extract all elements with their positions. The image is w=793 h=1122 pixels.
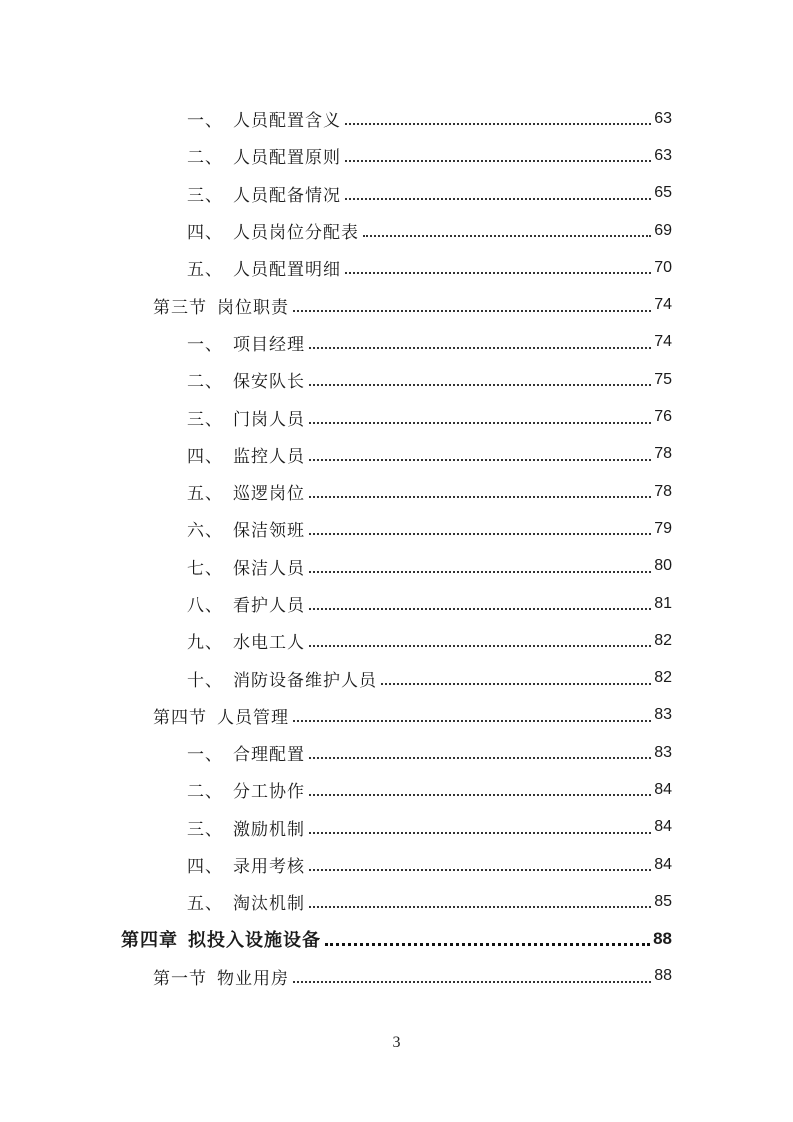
toc-entry-text: 保洁人员 (233, 558, 305, 579)
toc-entry-page: 75 (654, 370, 672, 388)
toc-dot-leader (309, 868, 651, 871)
toc-entry[interactable] (0, 622, 793, 659)
toc-entry-title (187, 405, 305, 430)
toc-dot-leader (309, 421, 651, 424)
toc-dot-leader (345, 271, 651, 274)
toc-dot-leader (325, 942, 650, 946)
toc-entry-page: 69 (654, 221, 672, 239)
toc-entry-text: 物业用房 (217, 968, 289, 989)
toc-entry-number: 第四节 (153, 707, 207, 728)
toc-entry[interactable] (0, 659, 793, 696)
toc-entry-title (153, 703, 289, 728)
toc-dot-leader (309, 383, 651, 386)
toc-dot-leader (345, 122, 651, 125)
toc-entry-number: 三、 (187, 409, 223, 430)
toc-entry[interactable] (0, 137, 793, 174)
toc-entry-page: 83 (654, 743, 672, 761)
toc-entry-number: 第四章 (121, 930, 178, 952)
toc-entry-text: 人员管理 (217, 707, 289, 728)
toc-dot-leader (309, 495, 651, 498)
toc-entry[interactable] (0, 809, 793, 846)
toc-entry-number: 四、 (187, 446, 223, 467)
toc-entry-page: 63 (654, 109, 672, 127)
toc-entry-title (187, 628, 305, 653)
toc-entry-title (187, 666, 377, 691)
toc-entry-title (187, 554, 305, 579)
toc-dot-leader (293, 719, 651, 722)
toc-entry-title (187, 852, 305, 877)
toc-entry-page: 83 (654, 706, 672, 724)
toc-entry-text: 监控人员 (233, 446, 305, 467)
toc-entry[interactable] (0, 585, 793, 622)
toc-entry-title (187, 740, 305, 765)
toc-entry-page: 80 (654, 557, 672, 575)
toc-entry[interactable] (0, 846, 793, 883)
toc-entry-number: 十、 (187, 670, 223, 691)
toc-entry-text: 合理配置 (233, 745, 305, 766)
toc-entry-page: 78 (654, 445, 672, 463)
toc-entry-page: 74 (654, 296, 672, 314)
toc-entry-page: 84 (654, 855, 672, 873)
toc-entry-title (187, 218, 359, 243)
toc-entry-text: 看护人员 (233, 596, 305, 616)
toc-entry-page: 88 (653, 929, 672, 949)
toc-entry-page: 84 (654, 780, 672, 798)
toc-entry-title (153, 293, 289, 318)
toc-dot-leader (293, 309, 651, 312)
toc-entry[interactable] (0, 436, 793, 473)
toc-entry-number: 九、 (187, 633, 223, 654)
toc-entry[interactable] (0, 286, 793, 323)
toc-entry[interactable] (0, 883, 793, 920)
toc-entry-number: 四、 (187, 857, 223, 878)
toc-entry[interactable] (0, 212, 793, 249)
toc-dot-leader (309, 905, 651, 908)
toc-entry-number: 三、 (187, 185, 223, 206)
toc-entry-number: 五、 (187, 484, 223, 505)
toc-entry-page: 81 (654, 594, 672, 612)
toc-entry-title (187, 367, 305, 392)
toc-entry-title (187, 591, 305, 616)
toc-entry-title (187, 255, 341, 280)
toc-entry-page: 70 (654, 258, 672, 276)
toc-dot-leader (345, 197, 651, 200)
toc-entry[interactable] (0, 361, 793, 398)
toc-entry-text: 保安队长 (233, 372, 305, 393)
toc-entry[interactable] (0, 510, 793, 547)
toc-entry-page: 63 (654, 146, 672, 164)
toc-entry-number: 一、 (187, 111, 223, 132)
toc-entry-page: 84 (654, 818, 672, 836)
toc-dot-leader (309, 831, 651, 834)
toc-entry-text: 水电工人 (233, 633, 305, 654)
toc-entry[interactable] (0, 697, 793, 734)
toc-entry-text: 保洁领班 (233, 521, 305, 542)
toc-entry[interactable] (0, 958, 793, 995)
toc-entry-text: 分工协作 (233, 782, 305, 803)
toc-entry-title (187, 889, 305, 914)
toc-dot-leader (309, 346, 651, 349)
table-of-contents (0, 100, 793, 995)
toc-entry-number: 六、 (187, 521, 223, 542)
toc-entry-text: 消防设备维护人员 (233, 670, 377, 691)
toc-entry-text: 淘汰机制 (233, 894, 305, 915)
toc-entry-title (153, 964, 289, 989)
toc-entry-number: 四、 (187, 223, 223, 244)
toc-dot-leader (309, 644, 651, 647)
toc-entry-number: 三、 (187, 819, 223, 840)
toc-dot-leader (381, 682, 651, 685)
toc-entry[interactable] (0, 100, 793, 137)
toc-entry-number: 二、 (187, 782, 223, 803)
toc-entry-number: 第一节 (153, 968, 207, 989)
toc-dot-leader (345, 159, 651, 162)
toc-entry-number: 八、 (187, 596, 223, 616)
toc-dot-leader (293, 980, 651, 983)
toc-entry-text: 人员岗位分配表 (233, 223, 359, 244)
toc-entry-text: 巡逻岗位 (233, 484, 305, 505)
toc-entry-text: 激励机制 (233, 819, 305, 840)
toc-entry-page: 79 (654, 519, 672, 537)
toc-dot-leader (309, 532, 651, 535)
toc-entry-title (121, 926, 321, 952)
toc-entry-text: 门岗人员 (233, 409, 305, 430)
toc-entry[interactable] (0, 548, 793, 585)
toc-entry-text: 拟投入设施设备 (188, 930, 321, 952)
toc-dot-leader (309, 458, 651, 461)
toc-dot-leader (363, 234, 651, 237)
toc-entry-number: 二、 (187, 148, 223, 169)
toc-entry[interactable] (0, 398, 793, 435)
toc-dot-leader (309, 756, 651, 759)
toc-entry-page: 88 (654, 967, 672, 985)
toc-entry-text: 人员配置原则 (233, 148, 341, 169)
toc-entry-title (187, 330, 305, 355)
toc-entry-title (187, 181, 341, 206)
toc-entry-page: 82 (654, 669, 672, 687)
toc-entry-number: 一、 (187, 745, 223, 766)
toc-entry-number: 第三节 (153, 297, 207, 318)
toc-entry[interactable] (0, 921, 793, 958)
toc-entry[interactable] (0, 473, 793, 510)
toc-entry-title (187, 143, 341, 168)
toc-entry-title (187, 516, 305, 541)
toc-entry[interactable] (0, 249, 793, 286)
toc-entry-title (187, 479, 305, 504)
toc-entry-page: 74 (654, 333, 672, 351)
toc-entry-text: 人员配置含义 (233, 111, 341, 132)
toc-entry[interactable] (0, 324, 793, 361)
toc-entry-title (187, 106, 341, 131)
toc-entry-page: 85 (654, 892, 672, 910)
toc-dot-leader (309, 793, 651, 796)
toc-dot-leader (309, 570, 651, 573)
toc-entry-page: 78 (654, 482, 672, 500)
toc-dot-leader (309, 607, 651, 610)
toc-entry-title (187, 442, 305, 467)
toc-entry-number: 五、 (187, 894, 223, 915)
toc-entry-text: 人员配备情况 (233, 185, 341, 206)
toc-entry-text: 岗位职责 (217, 297, 289, 318)
toc-entry[interactable] (0, 771, 793, 808)
toc-entry-number: 一、 (187, 334, 223, 355)
page-number: 3 (392, 1034, 401, 1051)
toc-entry-page: 76 (654, 408, 672, 426)
toc-entry-title (187, 777, 305, 802)
toc-entry[interactable] (0, 734, 793, 771)
toc-entry-page: 65 (654, 184, 672, 202)
toc-entry-number: 七、 (187, 558, 223, 579)
toc-entry-page: 82 (654, 631, 672, 649)
toc-entry-title (187, 815, 305, 840)
toc-entry-text: 项目经理 (233, 334, 305, 355)
toc-entry-number: 五、 (187, 260, 223, 281)
toc-entry-number: 二、 (187, 372, 223, 393)
toc-entry-text: 录用考核 (233, 857, 305, 878)
toc-entry-text: 人员配置明细 (233, 260, 341, 281)
toc-entry[interactable] (0, 175, 793, 212)
